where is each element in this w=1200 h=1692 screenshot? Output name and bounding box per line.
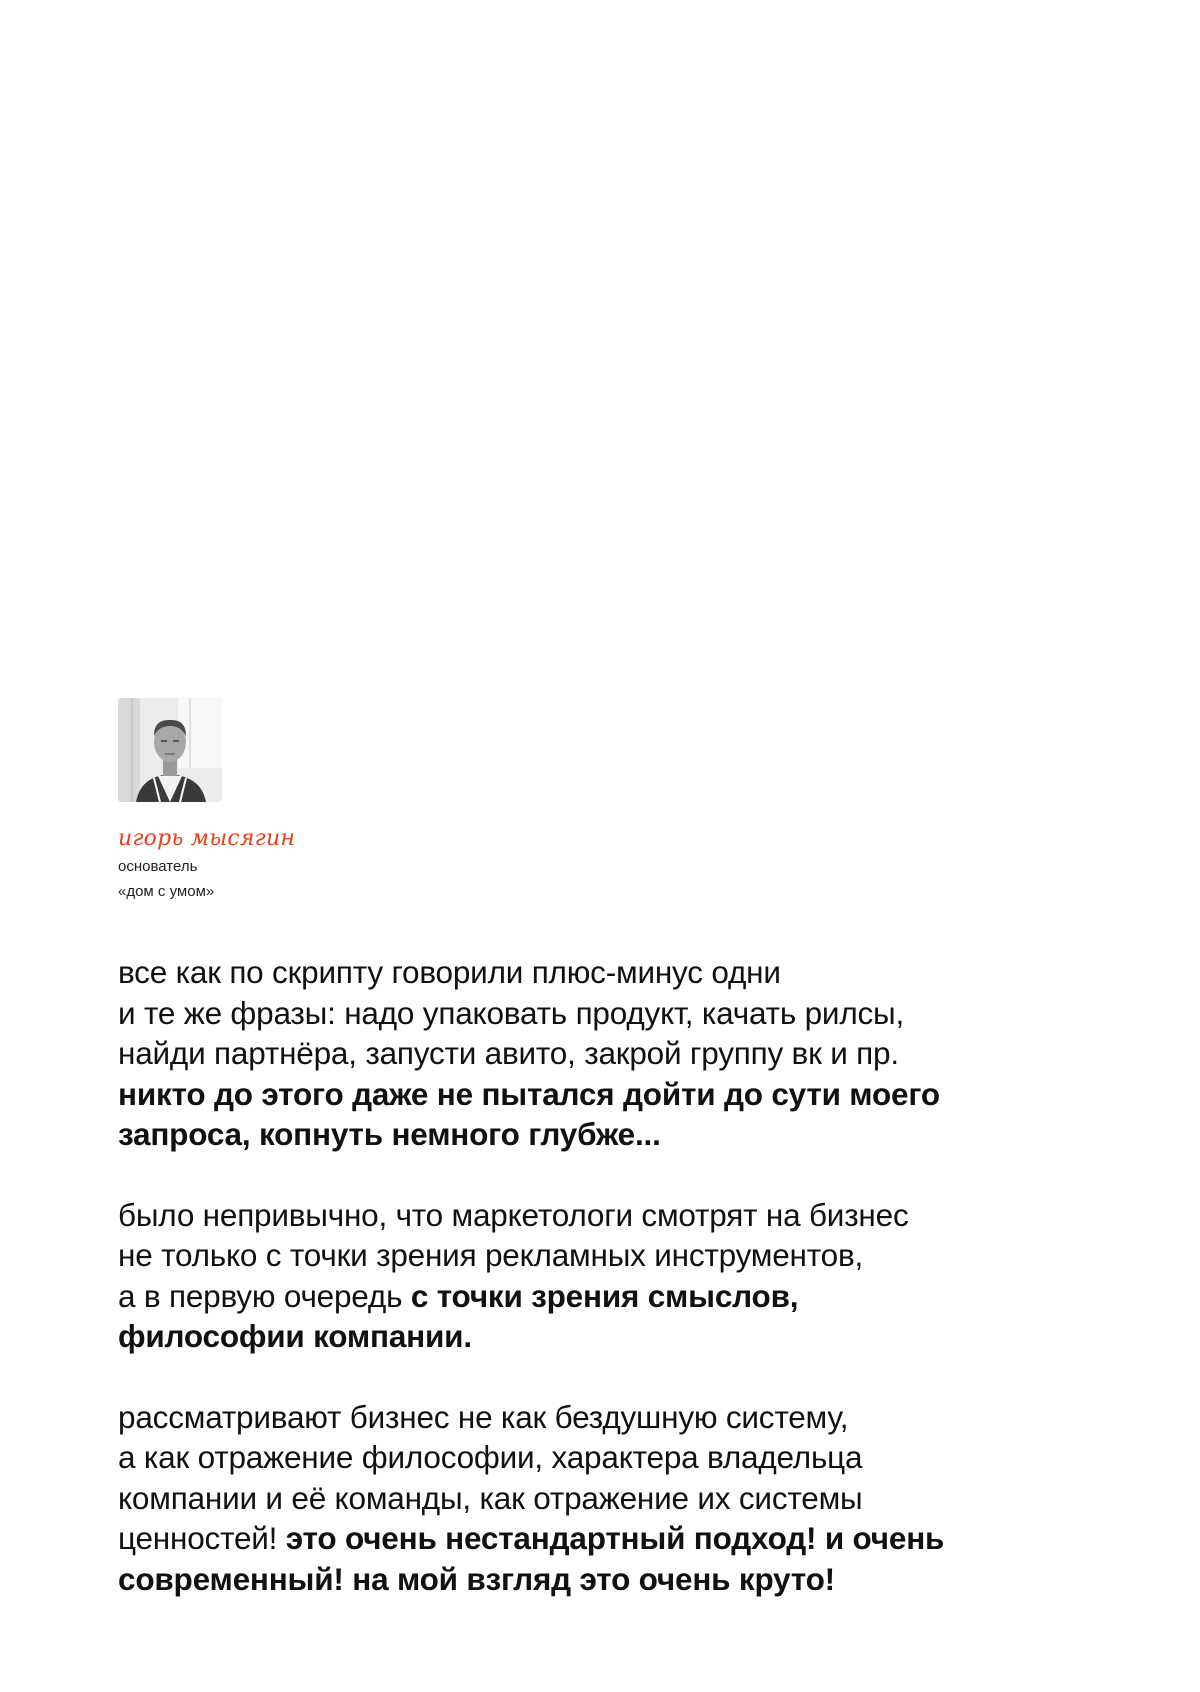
testimonial-line	[118, 1114, 1078, 1155]
testimonial-text	[118, 952, 1078, 1599]
body-text: и те же фразы: надо упаковать продукт, качать рилсы,	[118, 994, 905, 1031]
testimonial-line	[118, 1478, 1078, 1519]
emphasis-text: запроса, копнуть немного глубже...	[118, 1116, 661, 1152]
body-text: ценностей!	[118, 1520, 286, 1556]
testimonial-line	[118, 1074, 1078, 1115]
body-text: найди партнёра, запусти авито, закрой группу вк и пр.	[118, 1035, 899, 1071]
author-avatar	[118, 698, 222, 802]
testimonial-paragraph	[118, 952, 1078, 1155]
testimonial-line	[118, 993, 1078, 1034]
emphasis-text: с точки зрения смыслов,	[410, 1277, 799, 1314]
author-block	[118, 698, 518, 904]
emphasis-text: никто до этого даже не пытался дойти до сути моего	[118, 1075, 940, 1112]
body-text: было непривычно, что маркетологи смотрят на бизнес	[118, 1196, 909, 1233]
body-text: не только с точки зрения рекламных инструментов,	[118, 1237, 864, 1273]
testimonial-line	[118, 1235, 1078, 1276]
testimonial-line	[118, 1195, 1078, 1236]
testimonial-paragraph	[118, 1195, 1078, 1357]
testimonial-paragraph	[118, 1397, 1078, 1600]
author-portrait-photo	[118, 698, 222, 802]
body-text: компании и её команды, как отражение их системы	[118, 1479, 863, 1516]
body-text: а как отражение философии, характера владельца	[118, 1439, 863, 1475]
emphasis-text: современный! на мой взгляд это очень круто!	[118, 1560, 835, 1597]
author-company: «дом с умом»	[118, 883, 215, 900]
emphasis-text: это очень нестандартный подход! и очень	[285, 1520, 945, 1556]
body-text: а в первую очередь	[118, 1277, 411, 1314]
testimonial-line	[118, 1397, 1078, 1438]
body-text: рассматривают бизнес не как бездушную систему,	[118, 1398, 849, 1435]
author-name: игорь мысягин	[118, 826, 296, 851]
testimonial-line	[118, 1559, 1078, 1600]
author-role: основатель	[118, 858, 198, 875]
emphasis-text: философии компании.	[118, 1318, 472, 1354]
testimonial-line	[118, 1033, 1078, 1074]
testimonial-line	[118, 1316, 1078, 1357]
testimonial-line	[118, 952, 1078, 993]
testimonial-line	[118, 1437, 1078, 1478]
testimonial-line	[118, 1518, 1078, 1559]
testimonial-line	[118, 1276, 1078, 1317]
body-text: все как по скрипту говорили плюс-минус одни	[118, 954, 781, 990]
